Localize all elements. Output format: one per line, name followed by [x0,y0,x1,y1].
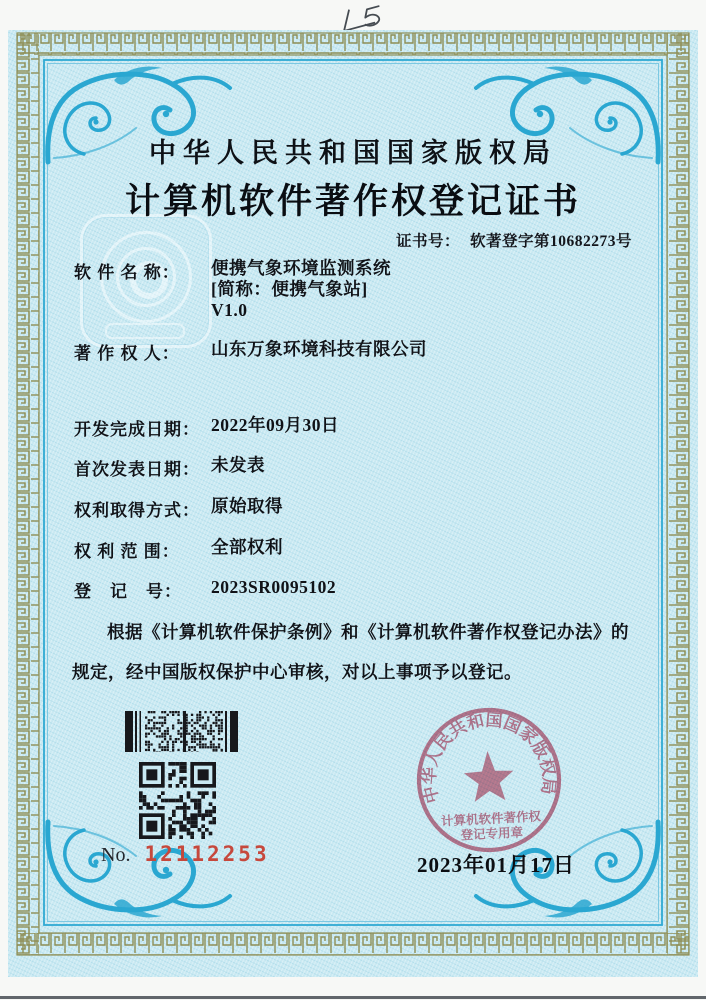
barcode [125,711,238,752]
seal-star [463,750,515,803]
field-right-scope [74,537,283,562]
field-value: 2022年09月30日 [211,415,339,435]
field-copyright-owner [74,339,427,364]
serial-number: 12112253 [144,842,270,866]
field-value: 全部权利 [211,537,283,557]
field-label: 登 记 号： [74,582,182,601]
seal-ring-text: 中华人民共和国国家版权局 [419,710,559,806]
seal-text-line2: 登记专用章 [460,825,524,843]
field-value [211,258,391,321]
field-value: 2023SR0095102 [211,577,337,597]
official-seal [410,701,568,859]
field-label: 权 利 范 围： [74,542,180,561]
software-short-name: [简称：便携气象站] [211,279,368,299]
field-label: 权利取得方式： [74,501,200,520]
field-right-acquisition [74,496,283,521]
certificate-number-value: 软著登字第10682273号 [470,233,633,250]
seal-text-line1: 计算机软件著作权 [440,809,542,829]
software-version: V1.0 [211,300,248,320]
field-value: 未发表 [211,455,265,475]
field-label: 首次发表日期： [74,460,200,479]
serial-prefix: No. [101,844,131,866]
issue-date: 2023年01月17日 [417,853,575,877]
certificate-number-line [396,229,632,251]
field-value: 原始取得 [211,496,283,516]
field-label: 著 作 权 人： [74,344,180,363]
certificate-number-label: 证书号： [396,233,461,250]
serial-number-line [101,842,270,867]
greek-key-band [17,33,689,955]
field-label: 开发完成日期： [74,420,200,439]
field-value: 山东万象环境科技有限公司 [211,339,427,359]
greek-key-outer-line [17,33,689,955]
field-software-name [74,258,391,321]
issuing-authority: 中华人民共和国国家版权局 [149,138,557,168]
scan-edge-line [0,996,706,999]
certificate-title: 计算机软件著作权登记证书 [124,182,581,221]
field-registration-number [74,577,336,602]
software-name: 便携气象环境监测系统 [211,258,391,278]
field-first-publication-date [74,455,265,480]
field-completion-date [74,415,339,440]
qr-code [139,762,216,839]
field-label: 软 件 名 称： [74,263,180,282]
registration-statement: 根据《计算机软件保护条例》和《计算机软件著作权登记办法》的规定，经中国版权保护中心审核，对以上事项予以登记。 [72,622,629,682]
